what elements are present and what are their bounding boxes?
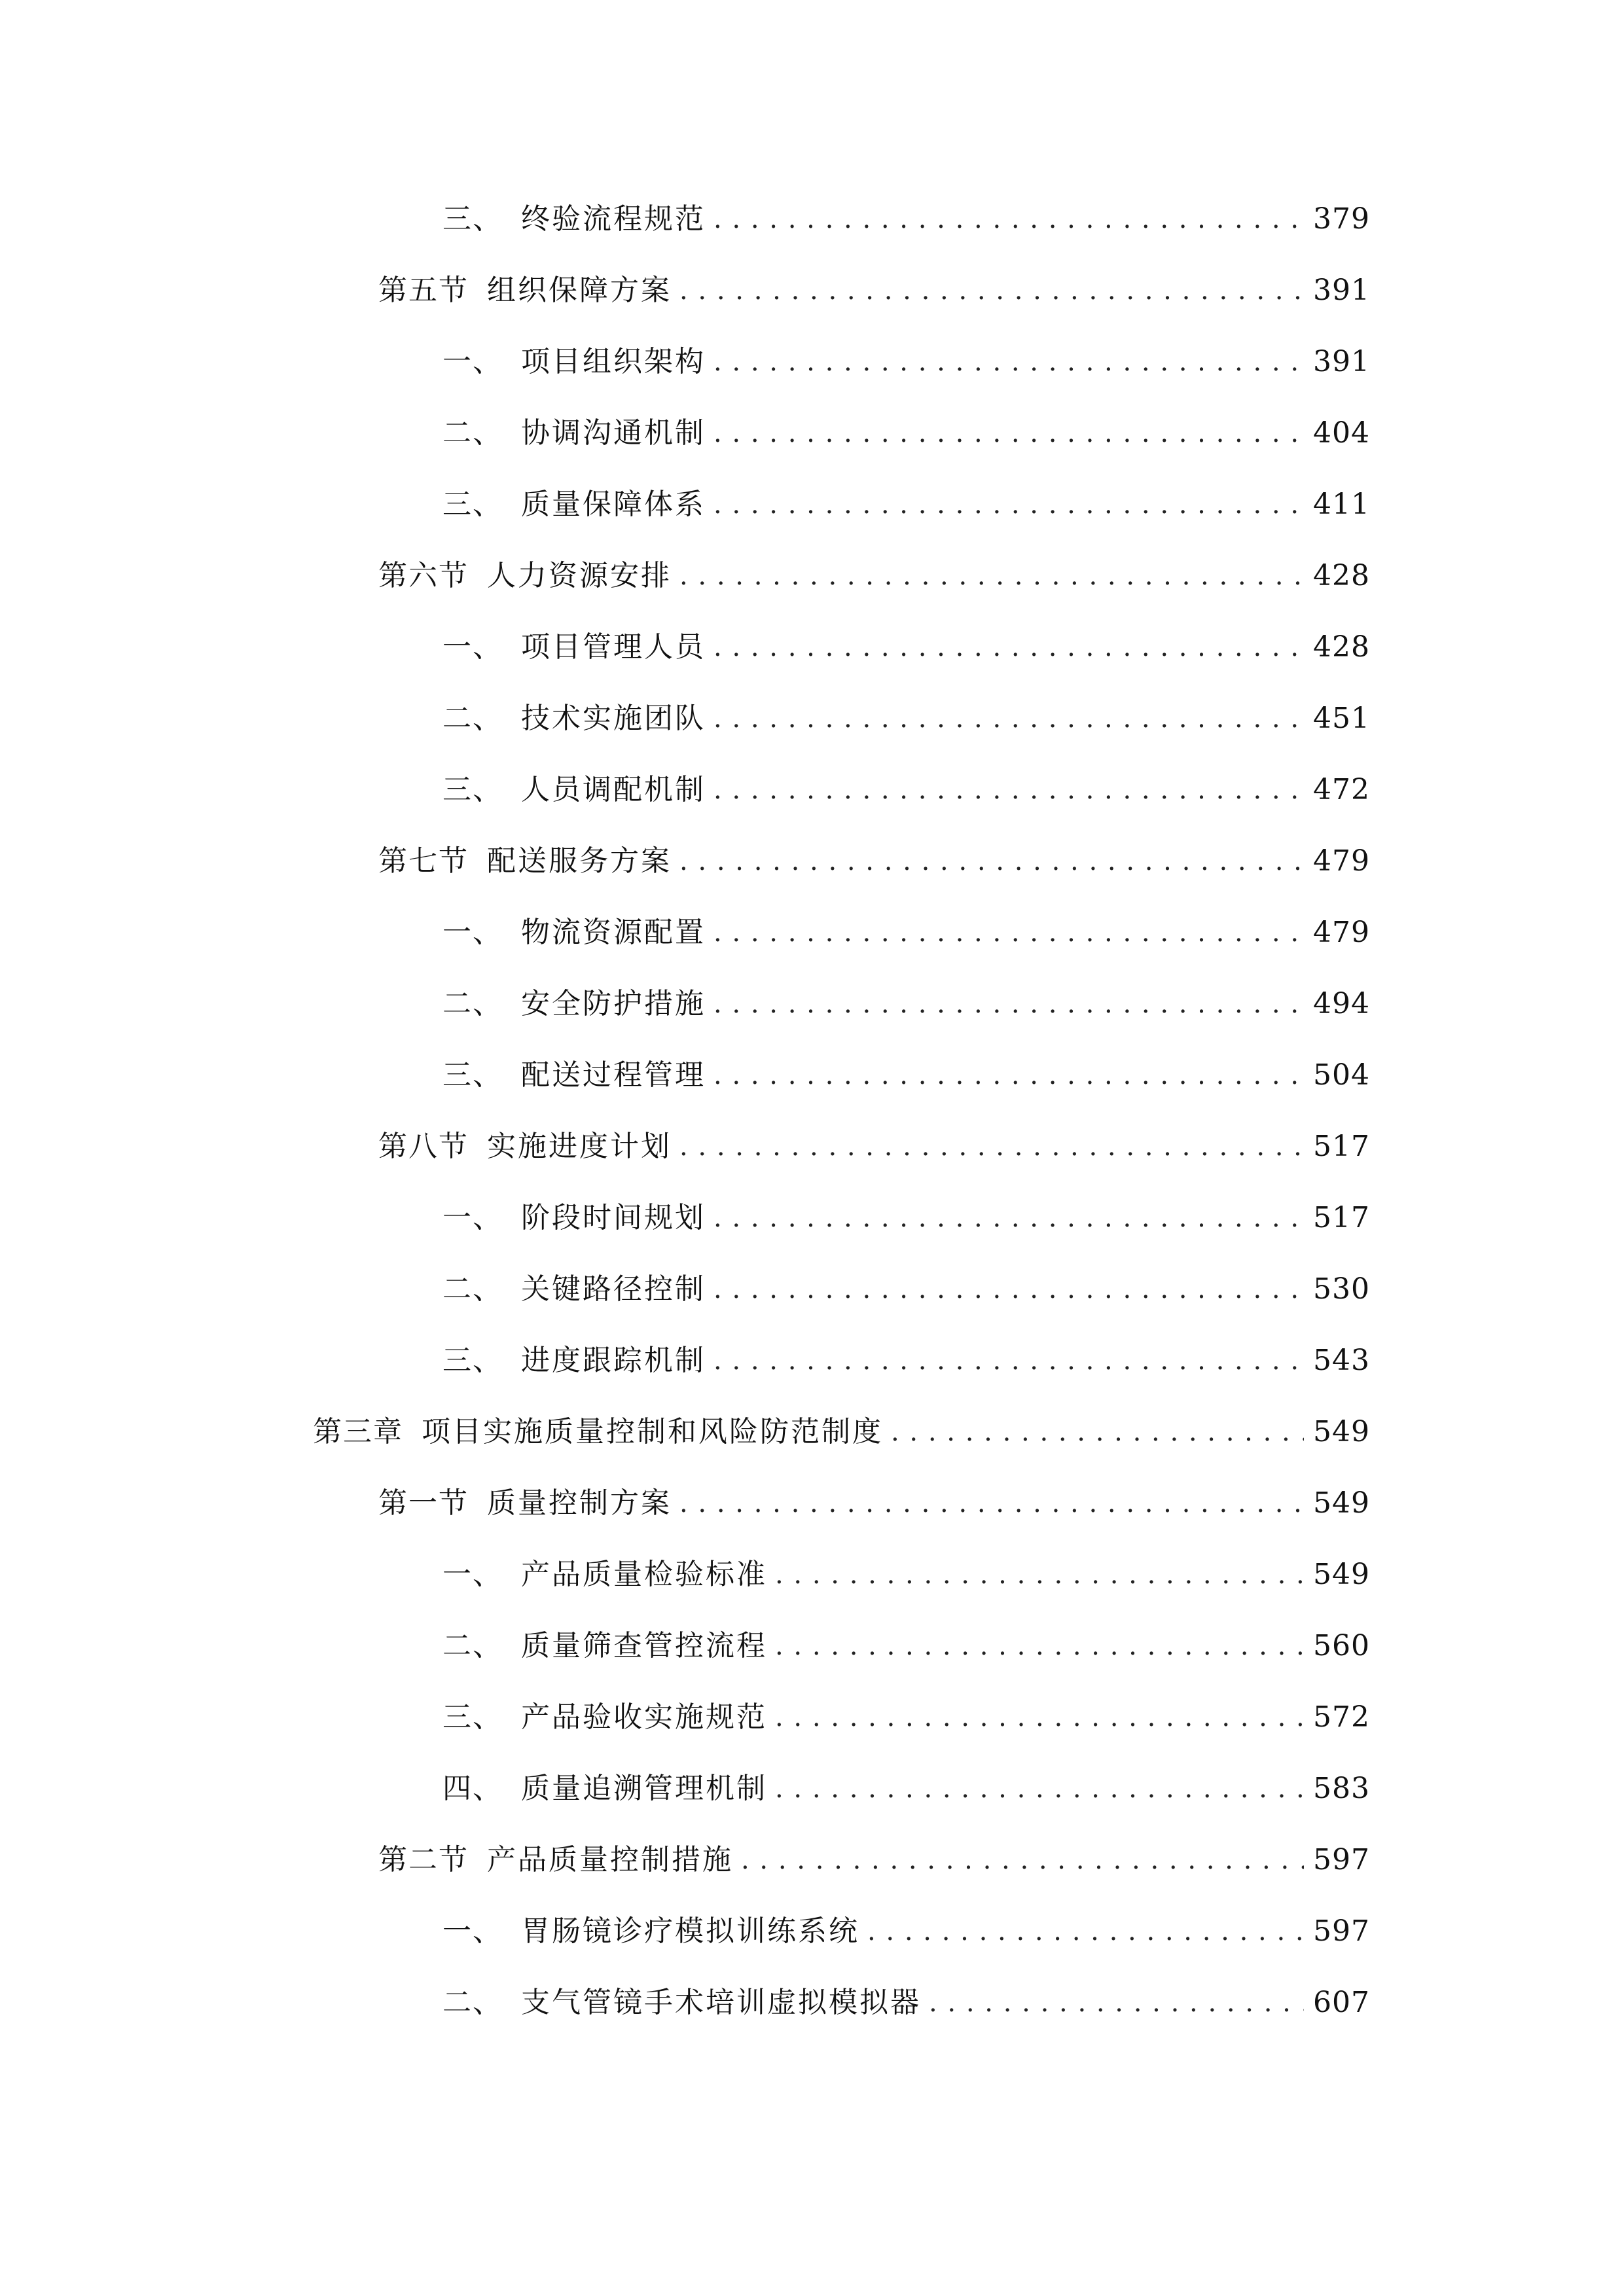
toc-dot-leader bbox=[775, 1763, 1304, 1815]
toc-entry-number: 三、 bbox=[442, 202, 503, 236]
toc-page-number: 479 bbox=[1313, 916, 1370, 949]
toc-entry-number: 二、 bbox=[442, 987, 503, 1020]
toc-dot-leader bbox=[713, 1263, 1304, 1316]
toc-dot-leader bbox=[679, 835, 1304, 888]
toc-entry[interactable] bbox=[378, 1477, 1370, 1530]
toc-entry[interactable] bbox=[442, 978, 1370, 1030]
toc-entry-number: 第六节 bbox=[378, 559, 469, 592]
toc-entry-title: 产品质量控制措施 bbox=[487, 1843, 733, 1876]
toc-entry-number: 第八节 bbox=[378, 1130, 469, 1163]
toc-entry[interactable] bbox=[442, 1620, 1370, 1672]
toc-page-number: 428 bbox=[1313, 630, 1370, 664]
toc-entry-number: 三、 bbox=[442, 1058, 503, 1092]
toc-entry-title: 阶段时间规划 bbox=[521, 1201, 706, 1234]
toc-dot-leader bbox=[867, 1905, 1304, 1958]
toc-entry-number: 三、 bbox=[442, 488, 503, 521]
toc-entry[interactable] bbox=[442, 621, 1370, 673]
toc-entry[interactable] bbox=[442, 1049, 1370, 1102]
toc-dot-leader bbox=[775, 1549, 1304, 1601]
toc-entry-number: 一、 bbox=[442, 345, 503, 378]
toc-entry-number: 三、 bbox=[442, 1344, 503, 1377]
toc-entry-number: 一、 bbox=[442, 1201, 503, 1234]
toc-entry[interactable] bbox=[442, 1335, 1370, 1387]
toc-entry[interactable] bbox=[313, 1406, 1370, 1458]
toc-entry-number: 三、 bbox=[442, 773, 503, 806]
toc-page-number: 411 bbox=[1313, 488, 1370, 521]
toc-dot-leader bbox=[679, 1477, 1304, 1530]
toc-dot-leader bbox=[891, 1406, 1304, 1458]
toc-entry-title: 物流资源配置 bbox=[521, 916, 706, 949]
toc-entry[interactable] bbox=[442, 692, 1370, 745]
toc-entry[interactable] bbox=[442, 764, 1370, 816]
toc-entry-number: 一、 bbox=[442, 1558, 503, 1591]
toc-page-number: 549 bbox=[1313, 1558, 1370, 1591]
toc-entry-number: 第二节 bbox=[378, 1843, 469, 1876]
toc-page-number: 530 bbox=[1313, 1272, 1370, 1306]
toc-entry[interactable] bbox=[378, 1834, 1370, 1886]
toc-dot-leader bbox=[713, 478, 1304, 531]
toc-entry-number: 二、 bbox=[442, 416, 503, 450]
toc-entry-number: 二、 bbox=[442, 702, 503, 735]
toc-entry[interactable] bbox=[378, 550, 1370, 602]
toc-entry-number: 第七节 bbox=[378, 844, 469, 878]
toc-entry-title: 支气管镜手术培训虚拟模拟器 bbox=[521, 1986, 921, 2019]
toc-page-number: 472 bbox=[1313, 773, 1370, 806]
toc-entry-title: 质量筛查管控流程 bbox=[521, 1629, 767, 1662]
toc-dot-leader bbox=[713, 336, 1304, 388]
toc-dot-leader bbox=[713, 1049, 1304, 1102]
toc-entry[interactable] bbox=[442, 407, 1370, 459]
toc-entry-title: 项目管理人员 bbox=[521, 630, 706, 664]
toc-entry-number: 第一节 bbox=[378, 1486, 469, 1520]
toc-entry-title: 产品验收实施规范 bbox=[521, 1700, 767, 1734]
toc-entry-number: 三、 bbox=[442, 1700, 503, 1734]
toc-entry[interactable] bbox=[442, 906, 1370, 959]
toc-dot-leader bbox=[775, 1620, 1304, 1672]
toc-entry-title: 终验流程规范 bbox=[521, 202, 706, 236]
toc-entry-title: 配送服务方案 bbox=[487, 844, 672, 878]
toc-entry-title: 实施进度计划 bbox=[487, 1130, 672, 1163]
toc-page-number: 391 bbox=[1313, 345, 1370, 378]
toc-page-number: 494 bbox=[1313, 987, 1370, 1020]
toc-entry[interactable] bbox=[442, 1763, 1370, 1815]
toc-entry[interactable] bbox=[378, 264, 1370, 317]
toc-entry[interactable] bbox=[442, 1905, 1370, 1958]
toc-entry-title: 质量追溯管理机制 bbox=[521, 1772, 767, 1805]
toc-dot-leader bbox=[679, 264, 1304, 317]
toc-entry-number: 一、 bbox=[442, 916, 503, 949]
toc-entry[interactable] bbox=[442, 1549, 1370, 1601]
toc-entry-number: 第五节 bbox=[378, 274, 469, 307]
toc-dot-leader bbox=[713, 621, 1304, 673]
toc-entry-title: 质量保障体系 bbox=[521, 488, 706, 521]
toc-page-number: 560 bbox=[1313, 1629, 1370, 1662]
toc-page-number: 504 bbox=[1313, 1058, 1370, 1092]
toc-entry-title: 安全防护措施 bbox=[521, 987, 706, 1020]
toc-entry-title: 技术实施团队 bbox=[521, 702, 706, 735]
toc-dot-leader bbox=[713, 978, 1304, 1030]
toc-page-number: 597 bbox=[1313, 1914, 1370, 1948]
toc-dot-leader bbox=[713, 407, 1304, 459]
toc-page-number: 451 bbox=[1313, 702, 1370, 735]
toc-page-number: 404 bbox=[1313, 416, 1370, 450]
toc-page-number: 517 bbox=[1313, 1130, 1370, 1163]
toc-page-number: 479 bbox=[1313, 844, 1370, 878]
toc-entry-title: 协调沟通机制 bbox=[521, 416, 706, 450]
toc-entry-number: 一、 bbox=[442, 630, 503, 664]
toc-page-number: 543 bbox=[1313, 1344, 1370, 1377]
toc-page-number: 583 bbox=[1313, 1772, 1370, 1805]
toc-page-number: 391 bbox=[1313, 274, 1370, 307]
toc-dot-leader bbox=[713, 906, 1304, 959]
toc-entry-title: 人力资源安排 bbox=[487, 559, 672, 592]
toc-dot-leader bbox=[741, 1834, 1304, 1886]
toc-entry[interactable] bbox=[442, 478, 1370, 531]
toc-entry-title: 人员调配机制 bbox=[521, 773, 706, 806]
toc-dot-leader bbox=[713, 1335, 1304, 1387]
toc-dot-leader bbox=[713, 764, 1304, 816]
toc-entry-number: 第三章 bbox=[313, 1415, 403, 1448]
toc-entry[interactable] bbox=[442, 193, 1370, 245]
toc-page-number: 597 bbox=[1313, 1843, 1370, 1876]
toc-entry-title: 关键路径控制 bbox=[521, 1272, 706, 1306]
toc-entry-title: 产品质量检验标准 bbox=[521, 1558, 767, 1591]
toc-dot-leader bbox=[713, 1192, 1304, 1244]
toc-entry-title: 项目实施质量控制和风险防范制度 bbox=[422, 1415, 883, 1448]
toc-entry-number: 二、 bbox=[442, 1272, 503, 1306]
toc-page-number: 572 bbox=[1313, 1700, 1370, 1734]
toc-entry[interactable] bbox=[442, 336, 1370, 388]
toc-entry[interactable] bbox=[442, 1192, 1370, 1244]
toc-entry-title: 进度跟踪机制 bbox=[521, 1344, 706, 1377]
toc-dot-leader bbox=[679, 1121, 1304, 1173]
toc-entry[interactable] bbox=[378, 835, 1370, 888]
toc-entry[interactable] bbox=[442, 1691, 1370, 1744]
toc-entry-title: 质量控制方案 bbox=[487, 1486, 672, 1520]
toc-entry[interactable] bbox=[442, 1977, 1370, 2029]
toc-entry-number: 二、 bbox=[442, 1986, 503, 2019]
toc-dot-leader bbox=[679, 550, 1304, 602]
toc-page-number: 517 bbox=[1313, 1201, 1370, 1234]
toc-entry[interactable] bbox=[442, 1263, 1370, 1316]
toc-dot-leader bbox=[775, 1691, 1304, 1744]
toc-page-number: 549 bbox=[1313, 1486, 1370, 1520]
toc-page-number: 428 bbox=[1313, 559, 1370, 592]
toc-entry-number: 二、 bbox=[442, 1629, 503, 1662]
toc-dot-leader bbox=[713, 692, 1304, 745]
toc-entry-title: 组织保障方案 bbox=[487, 274, 672, 307]
toc-entry-number: 一、 bbox=[442, 1914, 503, 1948]
toc-dot-leader bbox=[713, 193, 1304, 245]
toc-page-number: 379 bbox=[1313, 202, 1370, 236]
toc-page-number: 607 bbox=[1313, 1986, 1370, 2019]
toc-page-number: 549 bbox=[1313, 1415, 1370, 1448]
toc-entry[interactable] bbox=[378, 1121, 1370, 1173]
toc-dot-leader bbox=[929, 1977, 1304, 2029]
toc-entry-title: 配送过程管理 bbox=[521, 1058, 706, 1092]
toc-entry-number: 四、 bbox=[442, 1772, 503, 1805]
toc-entry-title: 胃肠镜诊疗模拟训练系统 bbox=[521, 1914, 859, 1948]
toc-entry-title: 项目组织架构 bbox=[521, 345, 706, 378]
